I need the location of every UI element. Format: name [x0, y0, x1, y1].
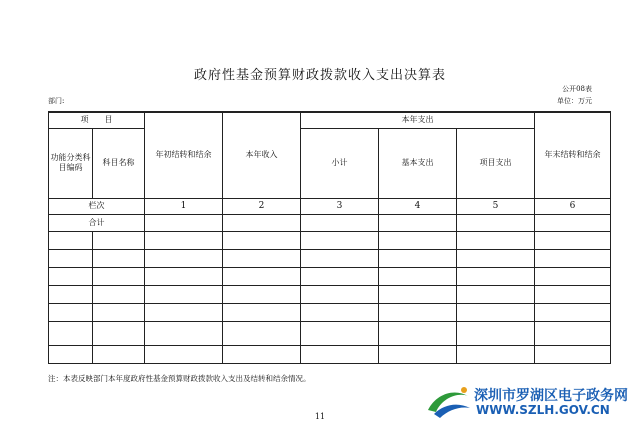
- watermark: [424, 382, 634, 422]
- department-label: 部门:: [48, 97, 65, 105]
- table-cell: [457, 214, 535, 231]
- form-code: 公开08表: [562, 85, 592, 93]
- table-row: [49, 303, 611, 321]
- current-income-header: 本年收入: [223, 112, 301, 198]
- table-row: [49, 267, 611, 285]
- page-number: 11: [314, 412, 326, 421]
- column-number: 2: [223, 198, 301, 214]
- column-number: 1: [145, 198, 223, 214]
- table-cell: [379, 214, 457, 231]
- item-header: 项 目: [49, 112, 145, 128]
- table-row: [49, 249, 611, 267]
- closing-balance-header: 年末结转和结余: [535, 112, 611, 198]
- table-cell: [223, 214, 301, 231]
- watermark-site-url: WWW.SZLH.GOV.CN: [476, 403, 610, 417]
- row-index-label: 栏次: [49, 198, 145, 214]
- page-title: 政府性基金预算财政拨款收入支出决算表: [193, 68, 446, 83]
- table-row: [49, 345, 611, 363]
- table-row: [49, 321, 611, 345]
- column-number: 6: [535, 198, 611, 214]
- site-logo-icon: [424, 384, 474, 420]
- table-cell: [301, 214, 379, 231]
- function-code-header: 功能分类科目编码: [49, 128, 93, 198]
- table-row: [49, 285, 611, 303]
- total-label: 合计: [49, 214, 145, 231]
- column-number: 5: [457, 198, 535, 214]
- column-number: 4: [379, 198, 457, 214]
- current-expense-header: 本年支出: [301, 112, 535, 128]
- table-cell: [145, 214, 223, 231]
- project-expense-header: 项目支出: [457, 128, 535, 198]
- subject-name-header: 科目名称: [93, 128, 145, 198]
- table-cell: [535, 214, 611, 231]
- basic-expense-header: 基本支出: [379, 128, 457, 198]
- column-number: 3: [301, 198, 379, 214]
- opening-balance-header: 年初结转和结余: [145, 112, 223, 198]
- watermark-site-name: 深圳市罗湖区电子政务网: [474, 388, 628, 404]
- budget-table: [48, 111, 611, 364]
- table-note: 注：本表反映部门本年度政府性基金预算财政拨款收入支出及结转和结余情况。: [48, 374, 311, 383]
- subtotal-header: 小计: [301, 128, 379, 198]
- unit-label: 单位：万元: [557, 97, 592, 105]
- table-row: [49, 231, 611, 249]
